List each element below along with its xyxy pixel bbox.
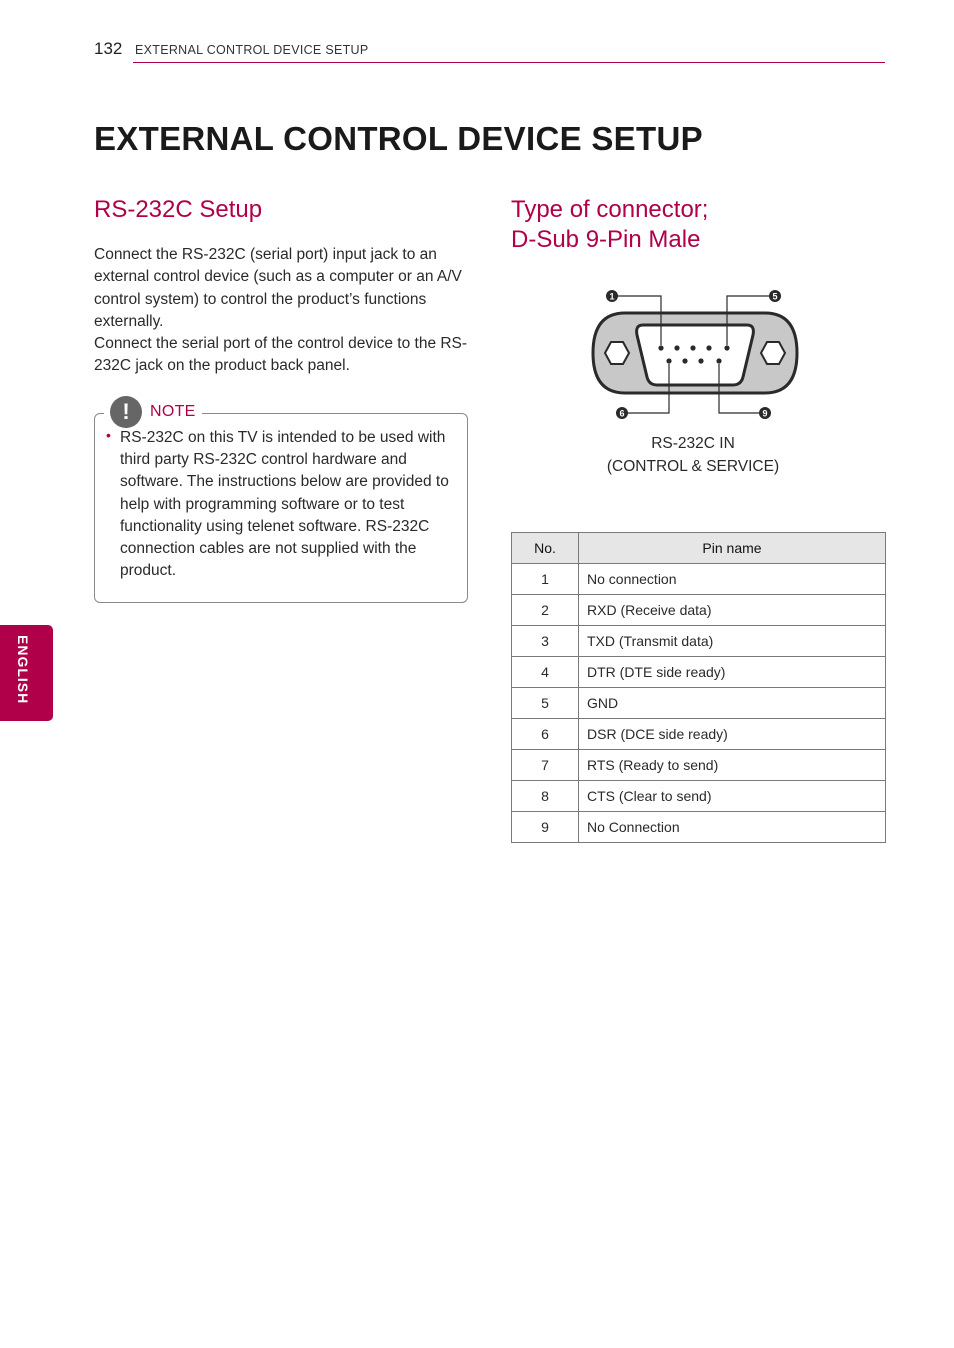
table-row <box>512 812 886 843</box>
table-row <box>512 564 886 595</box>
pin-4 <box>706 345 711 350</box>
pin-name: RTS (Ready to send) <box>579 750 886 781</box>
pin-name: TXD (Transmit data) <box>579 626 886 657</box>
body-paragraph-1: Connect the RS-232C (serial port) input jack to an external control device (such as a computer or an A/V control system) to control the product’s functions externally. <box>94 246 462 330</box>
page-number: 132 <box>94 39 123 58</box>
left-screw-post <box>605 342 629 364</box>
pin-number: 9 <box>512 812 579 843</box>
body-paragraph-2: Connect the serial port of the control device to the RS-232C jack on the product back panel. <box>94 335 468 375</box>
pin-5 <box>724 345 729 350</box>
connector-heading-line-1: Type of connector; <box>511 196 709 223</box>
pin-number: 6 <box>512 719 579 750</box>
rs232-setup-heading: RS-232C Setup <box>94 196 263 223</box>
table-row <box>512 719 886 750</box>
connector-label <box>595 433 791 478</box>
table-row <box>512 595 886 626</box>
callout-9: 9 <box>762 408 768 419</box>
connector-label-line-1: RS-232C IN <box>651 435 735 452</box>
right-screw-post <box>761 342 785 364</box>
language-tab <box>0 625 53 721</box>
pin-8 <box>698 358 703 363</box>
table-row <box>512 657 886 688</box>
note-label: NOTE <box>150 403 196 420</box>
pin-6 <box>666 358 671 363</box>
page-title: EXTERNAL CONTROL DEVICE SETUP <box>94 120 703 157</box>
callout-6: 6 <box>619 408 625 419</box>
pin-name: GND <box>579 688 886 719</box>
header-rule <box>133 62 885 63</box>
exclamation-icon: ! <box>110 396 142 428</box>
pin-7 <box>682 358 687 363</box>
pin-9 <box>716 358 721 363</box>
running-header: EXTERNAL CONTROL DEVICE SETUP <box>135 43 369 57</box>
pin-1 <box>658 345 663 350</box>
table-row <box>512 750 886 781</box>
note-bullet: • <box>106 427 111 443</box>
callout-1: 1 <box>609 291 615 302</box>
pin-number: 1 <box>512 564 579 595</box>
column-header-pin-name: Pin name <box>579 533 886 564</box>
connector-type-heading <box>511 195 871 255</box>
pin-name: RXD (Receive data) <box>579 595 886 626</box>
pin-name: CTS (Clear to send) <box>579 781 886 812</box>
pin-name: No Connection <box>579 812 886 843</box>
pin-number: 2 <box>512 595 579 626</box>
pin-number: 8 <box>512 781 579 812</box>
connector-heading-line-2: D-Sub 9-Pin Male <box>511 226 701 253</box>
pin-number: 3 <box>512 626 579 657</box>
pin-name: No connection <box>579 564 886 595</box>
pin-3 <box>690 345 695 350</box>
table-header-row <box>512 533 886 564</box>
pin-2 <box>674 345 679 350</box>
table-row <box>512 626 886 657</box>
callout-5: 5 <box>772 291 778 302</box>
connector-label-line-2: (CONTROL & SERVICE) <box>606 457 780 475</box>
table-row <box>512 781 886 812</box>
rs232-setup-body <box>94 244 474 378</box>
table-row <box>512 688 886 719</box>
connector-pin-face <box>637 325 754 385</box>
pin-table <box>511 532 886 843</box>
pin-number: 4 <box>512 657 579 688</box>
pin-name: DTR (DTE side ready) <box>579 657 886 688</box>
pin-number: 5 <box>512 688 579 719</box>
note-header <box>104 395 202 429</box>
dsub-9-pin-diagram <box>585 283 805 428</box>
pin-number: 7 <box>512 750 579 781</box>
language-tab-label: ENGLISH <box>15 635 31 705</box>
column-header-no: No. <box>512 533 579 564</box>
pin-name: DSR (DCE side ready) <box>579 719 886 750</box>
note-text: RS-232C on this TV is intended to be used with third party RS-232C control hardware and software. The instructions below are provided to help with programming software or to test functionality using telenet software. RS-232C connection cables are not supplied with the product. <box>120 429 449 580</box>
